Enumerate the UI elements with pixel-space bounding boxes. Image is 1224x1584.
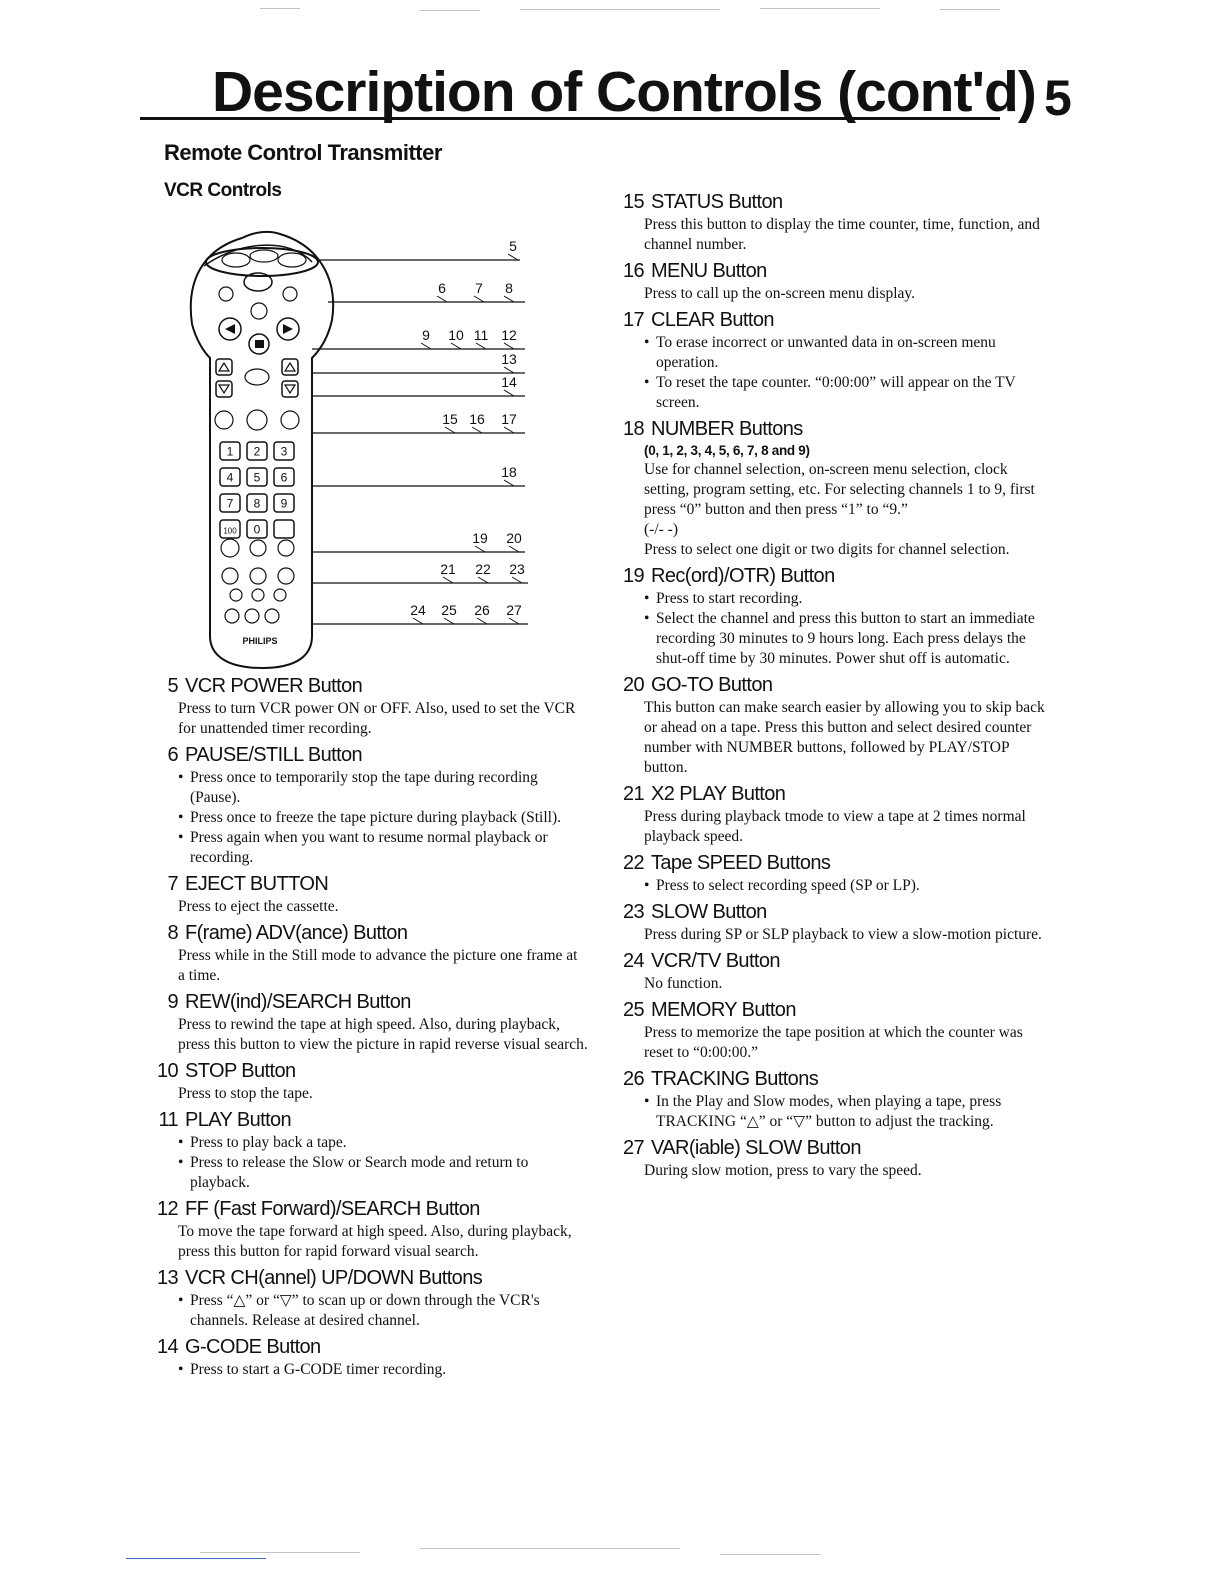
entry-body bbox=[644, 442, 1054, 560]
entry-title: EJECT BUTTON bbox=[185, 873, 329, 895]
entry-body bbox=[644, 876, 1054, 896]
entry-heading bbox=[148, 990, 588, 1015]
entry-heading bbox=[614, 308, 1054, 333]
entry-heading bbox=[614, 782, 1054, 807]
control-entry-13 bbox=[148, 1266, 588, 1331]
callout-number: 23 bbox=[509, 561, 525, 577]
entry-number: 27 bbox=[622, 1137, 644, 1159]
entry-heading bbox=[148, 674, 588, 699]
entry-number: 25 bbox=[622, 999, 644, 1021]
entry-body bbox=[644, 215, 1054, 255]
scan-speck bbox=[940, 9, 1000, 10]
control-entry-6 bbox=[148, 743, 588, 868]
bullet-item: • Select the channel and press this button to start an immediate recording 30 minutes to 9 hours long. Each press delays the shut-off time by 30 minutes. Power shut off is automatic. bbox=[644, 609, 1054, 669]
entry-number: 14 bbox=[156, 1336, 178, 1358]
control-entry-15 bbox=[614, 190, 1054, 255]
entry-body bbox=[644, 589, 1054, 669]
control-entry-21 bbox=[614, 782, 1054, 847]
entry-bullets bbox=[178, 1291, 588, 1331]
entry-title: VCR POWER Button bbox=[185, 675, 363, 697]
number-key-label: 3 bbox=[280, 444, 288, 459]
control-entry-19 bbox=[614, 564, 1054, 669]
entry-heading bbox=[148, 921, 588, 946]
entry-body bbox=[644, 807, 1054, 847]
entry-number: 12 bbox=[156, 1198, 178, 1220]
bullet-item: • In the Play and Slow modes, when playing a tape, press TRACKING “△” or “▽” button to adjust the tracking. bbox=[644, 1092, 1054, 1132]
control-entry-9 bbox=[148, 990, 588, 1055]
entry-description: No function. bbox=[644, 975, 723, 992]
entry-body bbox=[644, 925, 1054, 945]
entry-number: 5 bbox=[167, 675, 178, 697]
callout-number: 20 bbox=[506, 530, 522, 546]
entry-number: 16 bbox=[622, 260, 644, 282]
callout-tick bbox=[474, 296, 484, 302]
scan-speck bbox=[420, 10, 480, 11]
section-title: Remote Control Transmitter bbox=[164, 140, 442, 165]
entry-title: G-CODE Button bbox=[185, 1336, 321, 1358]
entry-heading bbox=[614, 564, 1054, 589]
entry-body bbox=[178, 1133, 588, 1193]
entry-description-head: (-/- -) bbox=[644, 521, 678, 538]
entry-body bbox=[644, 1023, 1054, 1063]
number-key-label: 1 bbox=[226, 444, 234, 459]
bullet-item: • Press to start recording. bbox=[644, 589, 1054, 609]
entry-heading bbox=[614, 851, 1054, 876]
callout-number: 11 bbox=[473, 327, 489, 343]
footer-rule bbox=[126, 1558, 266, 1559]
entry-number: 7 bbox=[167, 873, 178, 895]
control-entry-20 bbox=[614, 673, 1054, 778]
callout-tick bbox=[475, 546, 485, 552]
control-entry-5 bbox=[148, 674, 588, 739]
entry-bullets bbox=[178, 768, 588, 868]
control-entry-14 bbox=[148, 1335, 588, 1380]
entry-title: PAUSE/STILL Button bbox=[185, 744, 363, 766]
control-entry-24 bbox=[614, 949, 1054, 994]
entry-heading bbox=[148, 1059, 588, 1084]
callout-number: 18 bbox=[501, 464, 517, 480]
scan-speck bbox=[200, 1552, 360, 1553]
entry-heading bbox=[614, 900, 1054, 925]
bullet-item: • Press once to temporarily stop the tape during recording (Pause). bbox=[178, 768, 588, 808]
callout-tick bbox=[477, 618, 487, 624]
entry-title: Rec(ord)/OTR) Button bbox=[651, 565, 835, 587]
callout-number: 7 bbox=[475, 280, 483, 296]
entry-title: VCR CH(annel) UP/DOWN Buttons bbox=[185, 1267, 483, 1289]
control-entry-27 bbox=[614, 1136, 1054, 1181]
callout-number: 16 bbox=[469, 411, 485, 427]
entry-title: PLAY Button bbox=[185, 1109, 292, 1131]
entry-bullets bbox=[178, 1360, 588, 1380]
callout-tick bbox=[443, 577, 453, 583]
callout-tick bbox=[445, 427, 455, 433]
callout-number: 10 bbox=[448, 327, 464, 343]
callout-tick bbox=[472, 427, 482, 433]
entry-number: 8 bbox=[167, 922, 178, 944]
entry-description: Press to stop the tape. bbox=[178, 1085, 313, 1102]
callout-number: 14 bbox=[501, 374, 517, 390]
entry-bullets bbox=[644, 333, 1054, 413]
number-key-label: 100 bbox=[223, 526, 237, 536]
callout-tick bbox=[504, 343, 514, 349]
bullet-item: • Press to start a G-CODE timer recording. bbox=[178, 1360, 588, 1380]
entry-title: VAR(iable) SLOW Button bbox=[651, 1137, 861, 1159]
callout-tick bbox=[508, 254, 518, 260]
bullet-item: • Press “△” or “▽” to scan up or down through the VCR's channels. Release at desired channel. bbox=[178, 1291, 588, 1331]
callout-number: 19 bbox=[472, 530, 488, 546]
entry-number: 26 bbox=[622, 1068, 644, 1090]
entry-heading bbox=[148, 743, 588, 768]
control-entry-17 bbox=[614, 308, 1054, 413]
callout-number: 22 bbox=[475, 561, 491, 577]
callout-number: 24 bbox=[410, 602, 426, 618]
entry-description: Press to call up the on-screen menu display. bbox=[644, 285, 916, 302]
entry-description: Use for channel selection, on-screen menu selection, clock setting, program setting, etc. For selecting channels 1 to 9, first press “0” button and then press “1” to “9.” bbox=[644, 461, 1035, 518]
bullet-item: • Press once to freeze the tape picture during playback (Still). bbox=[178, 808, 588, 828]
entry-heading bbox=[614, 417, 1054, 442]
entry-body bbox=[644, 698, 1054, 778]
control-entry-26 bbox=[614, 1067, 1054, 1132]
entry-body bbox=[178, 897, 588, 917]
bullet-item: • To erase incorrect or unwanted data in on-screen menu operation. bbox=[644, 333, 1054, 373]
number-key-label: 6 bbox=[280, 470, 288, 485]
callout-tick bbox=[444, 618, 454, 624]
callout-number: 12 bbox=[501, 327, 517, 343]
entry-body bbox=[178, 1360, 588, 1380]
entry-body bbox=[178, 699, 588, 739]
entry-body bbox=[644, 1092, 1054, 1132]
entry-number: 11 bbox=[158, 1109, 178, 1131]
callout-number: 26 bbox=[474, 602, 490, 618]
callout-tick bbox=[504, 367, 514, 373]
entry-description: To move the tape forward at high speed. Also, during playback, press this button for rapid forward visual search. bbox=[178, 1223, 572, 1260]
entry-heading bbox=[148, 1197, 588, 1222]
entry-title: STOP Button bbox=[185, 1060, 296, 1082]
entry-heading bbox=[614, 259, 1054, 284]
control-entry-12 bbox=[148, 1197, 588, 1262]
entry-body bbox=[644, 333, 1054, 413]
entry-title: STATUS Button bbox=[651, 191, 783, 213]
scan-speck bbox=[760, 8, 880, 9]
control-entry-10 bbox=[148, 1059, 588, 1104]
remote-illustration bbox=[180, 216, 550, 672]
entry-number: 24 bbox=[622, 950, 644, 972]
remote-brand: PHILIPS bbox=[242, 636, 278, 646]
callout-number: 9 bbox=[422, 327, 430, 343]
callout-number: 6 bbox=[438, 280, 446, 296]
entry-bullets bbox=[644, 589, 1054, 669]
number-key-label: 4 bbox=[226, 470, 234, 485]
entry-description: Press during SP or SLP playback to view a slow-motion picture. bbox=[644, 926, 1042, 943]
entry-heading bbox=[614, 1136, 1054, 1161]
page-title: Description of Controls (cont'd) bbox=[212, 60, 1036, 124]
scan-speck bbox=[520, 9, 720, 10]
entry-heading bbox=[614, 949, 1054, 974]
entry-number: 13 bbox=[156, 1267, 178, 1289]
entry-body bbox=[178, 1084, 588, 1104]
entry-number: 19 bbox=[622, 565, 644, 587]
callout-tick bbox=[451, 343, 461, 349]
entry-title: F(rame) ADV(ance) Button bbox=[185, 922, 408, 944]
callout-tick bbox=[509, 546, 519, 552]
entry-title: REW(ind)/SEARCH Button bbox=[185, 991, 411, 1013]
entry-heading bbox=[148, 1108, 588, 1133]
callout-tick bbox=[504, 427, 514, 433]
entry-heading bbox=[614, 190, 1054, 215]
callout-tick bbox=[413, 618, 423, 624]
bullet-item: • Press to play back a tape. bbox=[178, 1133, 588, 1153]
entry-number: 22 bbox=[622, 852, 644, 874]
number-key-label: 0 bbox=[253, 522, 261, 537]
entry-bullets bbox=[644, 876, 1054, 896]
scan-speck bbox=[720, 1554, 820, 1555]
entry-number: 10 bbox=[156, 1060, 178, 1082]
bullet-item: • To reset the tape counter. “0:00:00” will appear on the TV screen. bbox=[644, 373, 1054, 413]
control-entry-11 bbox=[148, 1108, 588, 1193]
entry-number: 20 bbox=[622, 674, 644, 696]
subsection-title: VCR Controls bbox=[164, 180, 282, 201]
entry-number: 9 bbox=[167, 991, 178, 1013]
entry-number: 6 bbox=[167, 744, 178, 766]
entry-heading bbox=[148, 1266, 588, 1291]
bullet-item: • Press to select recording speed (SP or LP). bbox=[644, 876, 1054, 896]
entry-title: X2 PLAY Button bbox=[651, 783, 786, 805]
entry-title: MEMORY Button bbox=[651, 999, 796, 1021]
entry-description: This button can make search easier by allowing you to skip back or ahead on a tape. Press this button and select desired counter number with NUMBER buttons, followed by PLAY/STOP button. bbox=[644, 699, 1045, 776]
entry-description-2: Press to select one digit or two digits for channel selection. bbox=[644, 541, 1010, 558]
bullet-item: • Press again when you want to resume normal playback or recording. bbox=[178, 828, 588, 868]
entry-body bbox=[178, 1222, 588, 1262]
right-column bbox=[614, 190, 1054, 1185]
entry-description: During slow motion, press to vary the speed. bbox=[644, 1162, 922, 1179]
callout-number: 17 bbox=[501, 411, 517, 427]
entry-title: GO-TO Button bbox=[651, 674, 773, 696]
entry-title: SLOW Button bbox=[651, 901, 767, 923]
entry-heading bbox=[614, 673, 1054, 698]
number-key-label: 9 bbox=[280, 496, 288, 511]
entry-title: NUMBER Buttons bbox=[651, 418, 803, 440]
page-number: 5 bbox=[1044, 70, 1072, 126]
entry-title: FF (Fast Forward)/SEARCH Button bbox=[185, 1198, 480, 1220]
scan-speck bbox=[420, 1548, 680, 1549]
entry-body bbox=[178, 1015, 588, 1055]
control-entry-23 bbox=[614, 900, 1054, 945]
entry-body bbox=[178, 946, 588, 986]
entry-title: TRACKING Buttons bbox=[651, 1068, 819, 1090]
entry-body bbox=[644, 1161, 1054, 1181]
number-key-label: 8 bbox=[253, 496, 261, 511]
entry-bullets bbox=[178, 1133, 588, 1193]
entry-number: 18 bbox=[622, 418, 644, 440]
entry-body bbox=[178, 1291, 588, 1331]
entry-title: VCR/TV Button bbox=[651, 950, 780, 972]
control-entry-7 bbox=[148, 872, 588, 917]
control-entry-22 bbox=[614, 851, 1054, 896]
callout-tick bbox=[478, 577, 488, 583]
scan-speck bbox=[260, 8, 300, 9]
entry-number: 15 bbox=[622, 191, 644, 213]
number-key-label: 5 bbox=[253, 470, 261, 485]
callout-number: 5 bbox=[509, 238, 517, 254]
callout-number: 21 bbox=[440, 561, 456, 577]
callout-tick bbox=[421, 343, 431, 349]
entry-description: Press to rewind the tape at high speed. Also, during playback, press this button to view the picture in rapid reverse visual search. bbox=[178, 1016, 588, 1053]
entry-body bbox=[178, 768, 588, 868]
entry-heading bbox=[614, 998, 1054, 1023]
entry-title: MENU Button bbox=[651, 260, 767, 282]
callout-number: 8 bbox=[505, 280, 513, 296]
entry-number: 17 bbox=[622, 309, 644, 331]
entry-bullets bbox=[644, 1092, 1054, 1132]
callout-tick bbox=[476, 343, 486, 349]
entry-body bbox=[644, 974, 1054, 994]
number-key-label: 2 bbox=[253, 444, 261, 459]
callout-tick bbox=[504, 390, 514, 396]
callout-tick bbox=[437, 296, 447, 302]
control-entry-25 bbox=[614, 998, 1054, 1063]
entry-subhead: (0, 1, 2, 3, 4, 5, 6, 7, 8 and 9) bbox=[644, 443, 810, 458]
entry-description: Press during playback tmode to view a tape at 2 times normal playback speed. bbox=[644, 808, 1026, 845]
callout-tick bbox=[509, 618, 519, 624]
control-entry-8 bbox=[148, 921, 588, 986]
callout-tick bbox=[512, 577, 522, 583]
entry-description: Press to memorize the tape position at which the counter was reset to “0:00:00.” bbox=[644, 1024, 1023, 1061]
entry-title: CLEAR Button bbox=[651, 309, 774, 331]
control-entry-18 bbox=[614, 417, 1054, 560]
callout-number: 15 bbox=[442, 411, 458, 427]
remote-control-diagram bbox=[180, 216, 550, 672]
callout-tick bbox=[504, 296, 514, 302]
callout-number: 13 bbox=[501, 351, 517, 367]
left-column bbox=[148, 674, 588, 1384]
entry-heading bbox=[614, 1067, 1054, 1092]
entry-number: 21 bbox=[622, 783, 644, 805]
entry-description: Press to turn VCR power ON or OFF. Also, used to set the VCR for unattended timer recording. bbox=[178, 700, 576, 737]
entry-heading bbox=[148, 872, 588, 897]
callout-number: 25 bbox=[441, 602, 457, 618]
callout-group bbox=[312, 238, 528, 624]
control-entry-16 bbox=[614, 259, 1054, 304]
bullet-item: • Press to release the Slow or Search mode and return to playback. bbox=[178, 1153, 588, 1193]
callout-number: 27 bbox=[506, 602, 522, 618]
entry-heading bbox=[148, 1335, 588, 1360]
entry-description: Press to eject the cassette. bbox=[178, 898, 339, 915]
entry-description: Press this button to display the time counter, time, function, and channel number. bbox=[644, 216, 1040, 253]
number-key-label: 7 bbox=[226, 496, 234, 511]
entry-body bbox=[644, 284, 1054, 304]
entry-number: 23 bbox=[622, 901, 644, 923]
entry-title: Tape SPEED Buttons bbox=[651, 852, 831, 874]
callout-tick bbox=[504, 480, 514, 486]
entry-description: Press while in the Still mode to advance the picture one frame at a time. bbox=[178, 947, 578, 984]
